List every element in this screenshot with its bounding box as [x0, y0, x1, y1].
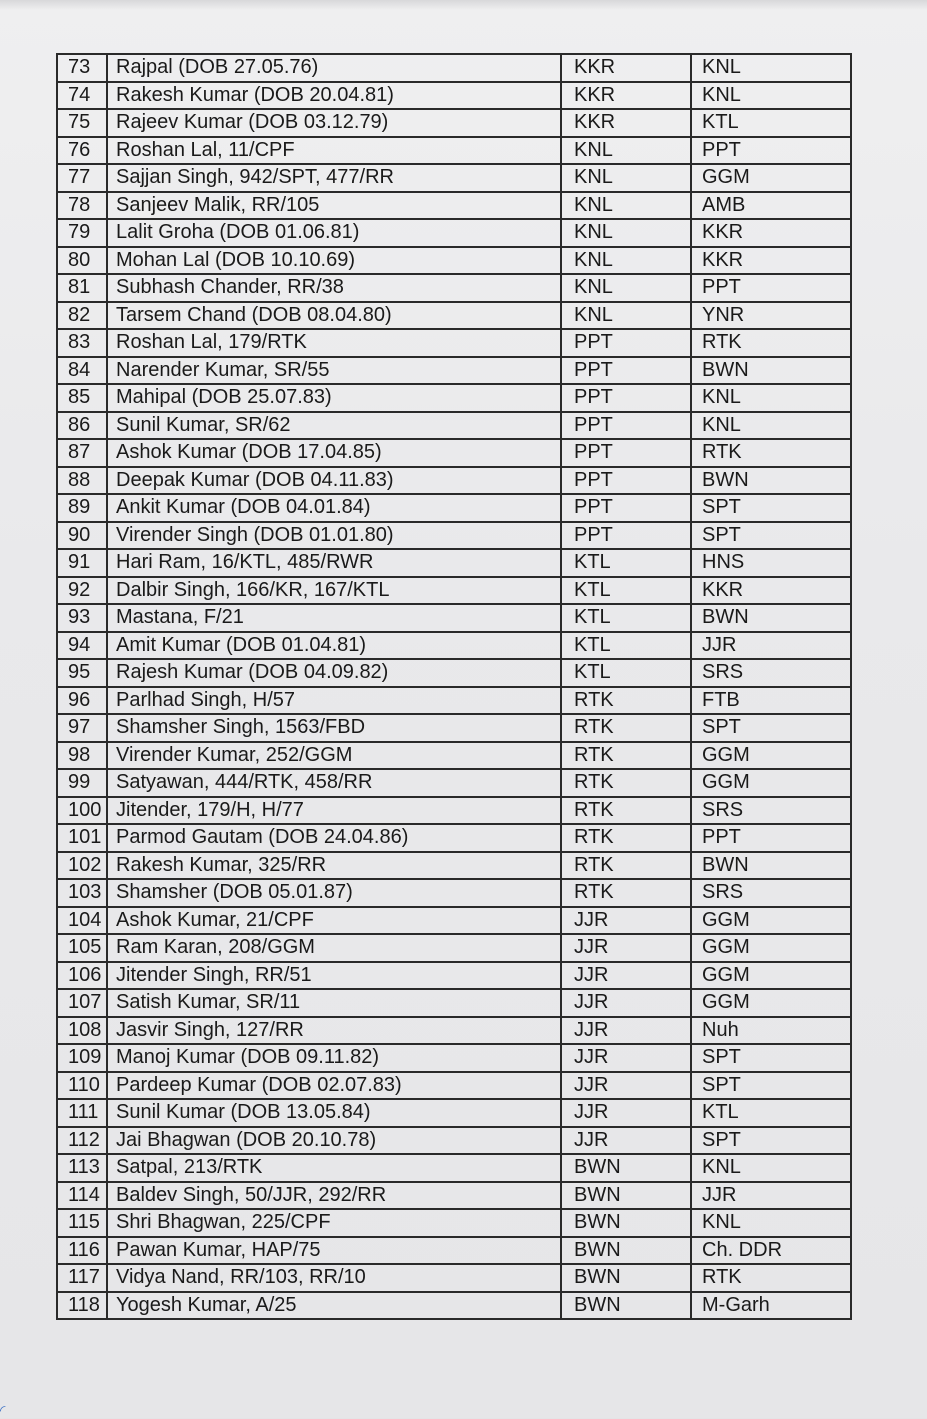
- serial-number-cell: 87: [57, 439, 107, 467]
- serial-number-cell: 84: [57, 357, 107, 385]
- to-district-cell: GGM: [691, 742, 851, 770]
- to-district-cell: BWN: [691, 467, 851, 495]
- employee-name-cell: Jai Bhagwan (DOB 20.10.78): [107, 1127, 561, 1155]
- serial-number-cell: 88: [57, 467, 107, 495]
- employee-name-cell: Rajesh Kumar (DOB 04.09.82): [107, 659, 561, 687]
- employee-name-cell: Virender Singh (DOB 01.01.80): [107, 522, 561, 550]
- from-district-cell: KNL: [561, 302, 691, 330]
- to-district-cell: JJR: [691, 632, 851, 660]
- employee-name-cell: Pawan Kumar, HAP/75: [107, 1237, 561, 1265]
- table-row: [57, 714, 851, 742]
- from-district-cell: PPT: [561, 329, 691, 357]
- from-district-cell: JJR: [561, 1044, 691, 1072]
- serial-number-cell: 96: [57, 687, 107, 715]
- employee-name-cell: Satyawan, 444/RTK, 458/RR: [107, 769, 561, 797]
- table-row: [57, 824, 851, 852]
- to-district-cell: SPT: [691, 1127, 851, 1155]
- to-district-cell: KNL: [691, 54, 851, 82]
- to-district-cell: KKR: [691, 219, 851, 247]
- transfer-table-body: [57, 54, 851, 1319]
- serial-number-cell: 92: [57, 577, 107, 605]
- employee-name-cell: Shri Bhagwan, 225/CPF: [107, 1209, 561, 1237]
- table-row: [57, 632, 851, 660]
- from-district-cell: KKR: [561, 54, 691, 82]
- from-district-cell: PPT: [561, 357, 691, 385]
- to-district-cell: SPT: [691, 494, 851, 522]
- table-row: [57, 1044, 851, 1072]
- to-district-cell: RTK: [691, 439, 851, 467]
- from-district-cell: KTL: [561, 659, 691, 687]
- serial-number-cell: 112: [57, 1127, 107, 1155]
- serial-number-cell: 118: [57, 1292, 107, 1320]
- table-row: [57, 1072, 851, 1100]
- to-district-cell: KKR: [691, 247, 851, 275]
- employee-name-cell: Sajjan Singh, 942/SPT, 477/RR: [107, 164, 561, 192]
- table-row: [57, 962, 851, 990]
- serial-number-cell: 79: [57, 219, 107, 247]
- to-district-cell: GGM: [691, 907, 851, 935]
- employee-name-cell: Mastana, F/21: [107, 604, 561, 632]
- serial-number-cell: 98: [57, 742, 107, 770]
- serial-number-cell: 78: [57, 192, 107, 220]
- serial-number-cell: 117: [57, 1264, 107, 1292]
- from-district-cell: KNL: [561, 219, 691, 247]
- to-district-cell: GGM: [691, 962, 851, 990]
- from-district-cell: RTK: [561, 852, 691, 880]
- serial-number-cell: 90: [57, 522, 107, 550]
- table-row: [57, 494, 851, 522]
- to-district-cell: BWN: [691, 357, 851, 385]
- table-row: [57, 54, 851, 82]
- to-district-cell: BWN: [691, 604, 851, 632]
- employee-name-cell: Shamsher Singh, 1563/FBD: [107, 714, 561, 742]
- serial-number-cell: 94: [57, 632, 107, 660]
- to-district-cell: SPT: [691, 522, 851, 550]
- table-row: [57, 137, 851, 165]
- table-row: [57, 577, 851, 605]
- serial-number-cell: 116: [57, 1237, 107, 1265]
- from-district-cell: BWN: [561, 1264, 691, 1292]
- from-district-cell: JJR: [561, 1099, 691, 1127]
- table-row: [57, 659, 851, 687]
- serial-number-cell: 86: [57, 412, 107, 440]
- from-district-cell: RTK: [561, 824, 691, 852]
- from-district-cell: JJR: [561, 1127, 691, 1155]
- from-district-cell: KNL: [561, 247, 691, 275]
- employee-name-cell: Shamsher (DOB 05.01.87): [107, 879, 561, 907]
- serial-number-cell: 77: [57, 164, 107, 192]
- to-district-cell: GGM: [691, 164, 851, 192]
- employee-name-cell: Satpal, 213/RTK: [107, 1154, 561, 1182]
- to-district-cell: SPT: [691, 1044, 851, 1072]
- from-district-cell: JJR: [561, 989, 691, 1017]
- table-row: [57, 687, 851, 715]
- table-row: [57, 1127, 851, 1155]
- table-row: [57, 1099, 851, 1127]
- employee-name-cell: Satish Kumar, SR/11: [107, 989, 561, 1017]
- from-district-cell: RTK: [561, 879, 691, 907]
- table-row: [57, 1209, 851, 1237]
- from-district-cell: BWN: [561, 1237, 691, 1265]
- to-district-cell: KTL: [691, 1099, 851, 1127]
- from-district-cell: KNL: [561, 137, 691, 165]
- employee-name-cell: Hari Ram, 16/KTL, 485/RWR: [107, 549, 561, 577]
- employee-name-cell: Jitender Singh, RR/51: [107, 962, 561, 990]
- serial-number-cell: 104: [57, 907, 107, 935]
- from-district-cell: KTL: [561, 577, 691, 605]
- table-row: [57, 1017, 851, 1045]
- from-district-cell: RTK: [561, 714, 691, 742]
- table-row: [57, 192, 851, 220]
- to-district-cell: KNL: [691, 384, 851, 412]
- serial-number-cell: 103: [57, 879, 107, 907]
- serial-number-cell: 110: [57, 1072, 107, 1100]
- to-district-cell: Ch. DDR: [691, 1237, 851, 1265]
- to-district-cell: PPT: [691, 137, 851, 165]
- serial-number-cell: 74: [57, 82, 107, 110]
- employee-name-cell: Narender Kumar, SR/55: [107, 357, 561, 385]
- employee-name-cell: Sunil Kumar (DOB 13.05.84): [107, 1099, 561, 1127]
- table-row: [57, 357, 851, 385]
- employee-name-cell: Yogesh Kumar, A/25: [107, 1292, 561, 1320]
- employee-name-cell: Subhash Chander, RR/38: [107, 274, 561, 302]
- employee-name-cell: Jitender, 179/H, H/77: [107, 797, 561, 825]
- table-row: [57, 329, 851, 357]
- from-district-cell: KKR: [561, 109, 691, 137]
- from-district-cell: PPT: [561, 384, 691, 412]
- from-district-cell: RTK: [561, 742, 691, 770]
- to-district-cell: BWN: [691, 852, 851, 880]
- to-district-cell: KNL: [691, 1154, 851, 1182]
- serial-number-cell: 115: [57, 1209, 107, 1237]
- to-district-cell: SRS: [691, 797, 851, 825]
- employee-name-cell: Roshan Lal, 11/CPF: [107, 137, 561, 165]
- from-district-cell: BWN: [561, 1209, 691, 1237]
- serial-number-cell: 105: [57, 934, 107, 962]
- serial-number-cell: 107: [57, 989, 107, 1017]
- employee-name-cell: Ashok Kumar (DOB 17.04.85): [107, 439, 561, 467]
- from-district-cell: PPT: [561, 467, 691, 495]
- employee-name-cell: Deepak Kumar (DOB 04.11.83): [107, 467, 561, 495]
- employee-name-cell: Pardeep Kumar (DOB 02.07.83): [107, 1072, 561, 1100]
- serial-number-cell: 108: [57, 1017, 107, 1045]
- table-row: [57, 412, 851, 440]
- employee-name-cell: Ankit Kumar (DOB 04.01.84): [107, 494, 561, 522]
- to-district-cell: Nuh: [691, 1017, 851, 1045]
- serial-number-cell: 73: [57, 54, 107, 82]
- from-district-cell: JJR: [561, 934, 691, 962]
- serial-number-cell: 114: [57, 1182, 107, 1210]
- to-district-cell: RTK: [691, 1264, 851, 1292]
- serial-number-cell: 80: [57, 247, 107, 275]
- serial-number-cell: 91: [57, 549, 107, 577]
- from-district-cell: KTL: [561, 632, 691, 660]
- table-row: [57, 1264, 851, 1292]
- table-row: [57, 247, 851, 275]
- table-row: [57, 522, 851, 550]
- employee-name-cell: Parmod Gautam (DOB 24.04.86): [107, 824, 561, 852]
- table-row: [57, 742, 851, 770]
- from-district-cell: BWN: [561, 1182, 691, 1210]
- from-district-cell: JJR: [561, 1072, 691, 1100]
- from-district-cell: PPT: [561, 439, 691, 467]
- employee-name-cell: Amit Kumar (DOB 01.04.81): [107, 632, 561, 660]
- from-district-cell: JJR: [561, 907, 691, 935]
- table-row: [57, 989, 851, 1017]
- from-district-cell: JJR: [561, 962, 691, 990]
- table-row: [57, 879, 851, 907]
- employee-name-cell: Sunil Kumar, SR/62: [107, 412, 561, 440]
- from-district-cell: KKR: [561, 82, 691, 110]
- to-district-cell: RTK: [691, 329, 851, 357]
- from-district-cell: RTK: [561, 797, 691, 825]
- serial-number-cell: 102: [57, 852, 107, 880]
- serial-number-cell: 83: [57, 329, 107, 357]
- employee-name-cell: Rajpal (DOB 27.05.76): [107, 54, 561, 82]
- table-row: [57, 604, 851, 632]
- to-district-cell: YNR: [691, 302, 851, 330]
- table-row: [57, 797, 851, 825]
- serial-number-cell: 97: [57, 714, 107, 742]
- to-district-cell: KNL: [691, 1209, 851, 1237]
- employee-name-cell: Rakesh Kumar (DOB 20.04.81): [107, 82, 561, 110]
- table-row: [57, 219, 851, 247]
- serial-number-cell: 99: [57, 769, 107, 797]
- serial-number-cell: 111: [57, 1099, 107, 1127]
- to-district-cell: SPT: [691, 714, 851, 742]
- from-district-cell: BWN: [561, 1154, 691, 1182]
- serial-number-cell: 95: [57, 659, 107, 687]
- to-district-cell: PPT: [691, 824, 851, 852]
- to-district-cell: KKR: [691, 577, 851, 605]
- table-row: [57, 467, 851, 495]
- to-district-cell: JJR: [691, 1182, 851, 1210]
- employee-name-cell: Ram Karan, 208/GGM: [107, 934, 561, 962]
- from-district-cell: JJR: [561, 1017, 691, 1045]
- table-row: [57, 302, 851, 330]
- from-district-cell: PPT: [561, 522, 691, 550]
- to-district-cell: AMB: [691, 192, 851, 220]
- from-district-cell: PPT: [561, 412, 691, 440]
- serial-number-cell: 82: [57, 302, 107, 330]
- serial-number-cell: 106: [57, 962, 107, 990]
- page-top-shadow: [0, 0, 927, 10]
- to-district-cell: KTL: [691, 109, 851, 137]
- to-district-cell: KNL: [691, 412, 851, 440]
- employee-name-cell: Baldev Singh, 50/JJR, 292/RR: [107, 1182, 561, 1210]
- employee-name-cell: Mahipal (DOB 25.07.83): [107, 384, 561, 412]
- serial-number-cell: 75: [57, 109, 107, 137]
- corner-fragment-mark: ◜: [0, 1402, 6, 1418]
- from-district-cell: RTK: [561, 769, 691, 797]
- serial-number-cell: 89: [57, 494, 107, 522]
- to-district-cell: SRS: [691, 659, 851, 687]
- serial-number-cell: 81: [57, 274, 107, 302]
- serial-number-cell: 76: [57, 137, 107, 165]
- table-row: [57, 1154, 851, 1182]
- from-district-cell: RTK: [561, 687, 691, 715]
- to-district-cell: GGM: [691, 989, 851, 1017]
- from-district-cell: PPT: [561, 494, 691, 522]
- table-row: [57, 1237, 851, 1265]
- from-district-cell: BWN: [561, 1292, 691, 1320]
- table-row: [57, 164, 851, 192]
- employee-name-cell: Manoj Kumar (DOB 09.11.82): [107, 1044, 561, 1072]
- from-district-cell: KNL: [561, 192, 691, 220]
- from-district-cell: KNL: [561, 164, 691, 192]
- table-row: [57, 439, 851, 467]
- from-district-cell: KNL: [561, 274, 691, 302]
- from-district-cell: KTL: [561, 549, 691, 577]
- serial-number-cell: 109: [57, 1044, 107, 1072]
- employee-name-cell: Ashok Kumar, 21/CPF: [107, 907, 561, 935]
- to-district-cell: M-Garh: [691, 1292, 851, 1320]
- to-district-cell: SRS: [691, 879, 851, 907]
- to-district-cell: HNS: [691, 549, 851, 577]
- serial-number-cell: 85: [57, 384, 107, 412]
- employee-name-cell: Virender Kumar, 252/GGM: [107, 742, 561, 770]
- to-district-cell: GGM: [691, 934, 851, 962]
- employee-name-cell: Dalbir Singh, 166/KR, 167/KTL: [107, 577, 561, 605]
- table-row: [57, 274, 851, 302]
- serial-number-cell: 100: [57, 797, 107, 825]
- to-district-cell: FTB: [691, 687, 851, 715]
- serial-number-cell: 101: [57, 824, 107, 852]
- table-row: [57, 384, 851, 412]
- table-row: [57, 769, 851, 797]
- employee-name-cell: Mohan Lal (DOB 10.10.69): [107, 247, 561, 275]
- from-district-cell: KTL: [561, 604, 691, 632]
- table-row: [57, 1292, 851, 1320]
- table-row: [57, 934, 851, 962]
- employee-name-cell: Tarsem Chand (DOB 08.04.80): [107, 302, 561, 330]
- employee-name-cell: Roshan Lal, 179/RTK: [107, 329, 561, 357]
- serial-number-cell: 93: [57, 604, 107, 632]
- employee-name-cell: Parlhad Singh, H/57: [107, 687, 561, 715]
- employee-name-cell: Sanjeev Malik, RR/105: [107, 192, 561, 220]
- to-district-cell: SPT: [691, 1072, 851, 1100]
- employee-name-cell: Lalit Groha (DOB 01.06.81): [107, 219, 561, 247]
- transfer-table: [56, 53, 852, 1320]
- serial-number-cell: 113: [57, 1154, 107, 1182]
- employee-name-cell: Rajeev Kumar (DOB 03.12.79): [107, 109, 561, 137]
- table-row: [57, 907, 851, 935]
- table-row: [57, 82, 851, 110]
- table-row: [57, 852, 851, 880]
- to-district-cell: PPT: [691, 274, 851, 302]
- employee-name-cell: Rakesh Kumar, 325/RR: [107, 852, 561, 880]
- employee-name-cell: Vidya Nand, RR/103, RR/10: [107, 1264, 561, 1292]
- table-row: [57, 549, 851, 577]
- to-district-cell: GGM: [691, 769, 851, 797]
- table-row: [57, 109, 851, 137]
- employee-name-cell: Jasvir Singh, 127/RR: [107, 1017, 561, 1045]
- to-district-cell: KNL: [691, 82, 851, 110]
- table-row: [57, 1182, 851, 1210]
